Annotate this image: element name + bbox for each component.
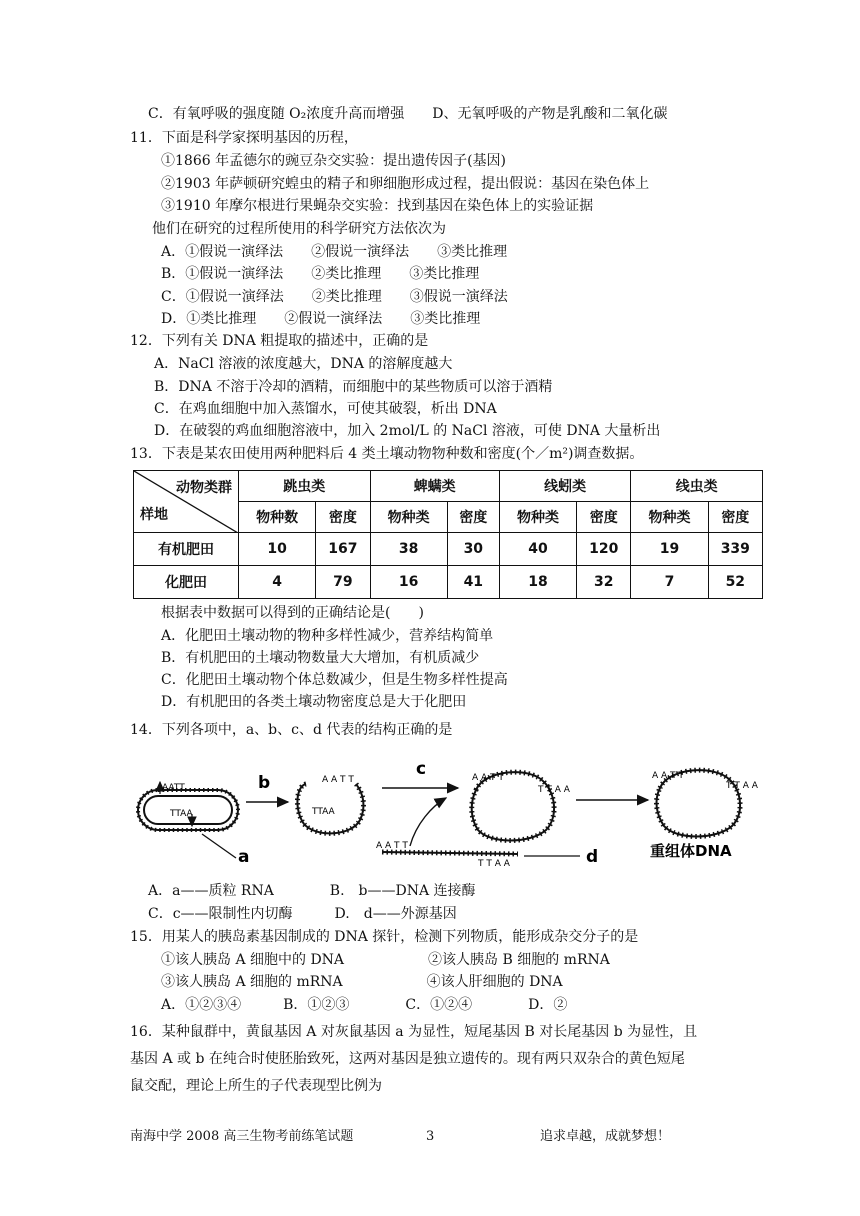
recomb-seq: A A T T [652,771,684,781]
q12-option-a: A．NaCl 溶液的浓度越大，DNA 的溶解度越大 [154,356,453,372]
table-cell: 41 [447,566,499,599]
q12-option-d: D．在破裂的鸡血细胞溶液中，加入 2mol/L 的 NaCl 溶液，可使 DNA 大量析出 [154,423,661,439]
sub-header: 密度 [447,502,499,533]
table-cell: 10 [239,533,316,566]
table-cell: 16 [370,566,447,599]
sub-header: 物种数 [239,502,316,533]
table-cell: 4 [239,566,316,599]
table-cell: 18 [499,566,576,599]
table-cell: 79 [316,566,370,599]
sub-header: 物种类 [499,502,576,533]
table-cell: 7 [631,566,708,599]
table-cell: 52 [708,566,762,599]
label-c: c [416,759,427,779]
recombinant-dna-diagram [120,752,780,870]
footer-motto: 追求卓越，成就梦想！ [540,1129,671,1144]
recomb-seq-right: T T A A [726,781,758,791]
group-header: 线虫类 [631,471,763,502]
q12-option-b: B．DNA 不溶于冷却的酒精，而细胞中的某些物质可以溶于酒精 [154,379,553,395]
sub-header: 物种类 [370,502,447,533]
question-15-stem: 15．用某人的胰岛素基因制成的 DNA 探针，检测下列物质，能形成杂交分子的是 [130,929,639,945]
table-cell: 339 [708,533,762,566]
q14-options-cd: C．c——限制性内切酶 D. d——外源基因 [148,906,457,922]
sub-header: 密度 [577,502,631,533]
sub-header: 物种类 [631,502,708,533]
table-cell: 32 [577,566,631,599]
sub-header: 密度 [708,502,762,533]
plasmid-seq-bottom: TTAA [170,809,193,819]
q11-prompt: 他们在研究的过程所使用的科学研究方法依次为 [152,221,446,237]
q11-item-3: ③1910 年摩尔根进行果蝇杂交实验：找到基因在染色体上的实验证据 [161,198,594,214]
table-cell: 167 [316,533,370,566]
q13-option-a: A．化肥田土壤动物的物种多样性减少，营养结构简单 [161,628,494,644]
table-cell: 19 [631,533,708,566]
row-label: 化肥田 [134,566,239,599]
table-cell: 40 [499,533,576,566]
question-14-stem: 14．下列各项中，a、b、c、d 代表的结构正确的是 [130,722,453,738]
q11-option-c: C．①假说一演绎法 ②类比推理 ③假说一演绎法 [161,289,508,305]
row-label: 有机肥田 [134,533,239,566]
cut-seq-bottom: TTAA [312,807,335,817]
corner-bottom-label: 样地 [140,507,168,523]
footer-school: 南海中学 2008 高三生物考前练笔试题 [130,1129,354,1144]
joined-seq: A A T T [472,773,504,783]
footer-page-number: 3 [426,1129,435,1144]
table-row [134,566,763,599]
group-header: 跳虫类 [239,471,371,502]
q12-option-c: C．在鸡血细胞中加入蒸馏水，可使其破裂，析出 DNA [154,401,497,417]
question-16-stem-3: 鼠交配，理论上所生的子代表现型比例为 [130,1078,382,1094]
group-header: 线蚓类 [499,471,631,502]
label-b: b [258,773,271,793]
question-11-stem: 11．下面是科学家探明基因的历程， [130,130,358,146]
cut-seq: A A T T [322,775,354,785]
q11-item-2: ②1903 年萨顿研究蝗虫的精子和卵细胞形成过程，提出假说：基因在染色体上 [161,176,650,192]
recombinant-dna-caption: 重组体DNA [650,842,732,860]
sub-header: 密度 [316,502,370,533]
soil-animal-table [133,470,763,599]
question-16-stem-1: 16．某种鼠群中，黄鼠基因 A 对灰鼠基因 a 为显性，短尾基因 B 对长尾基因 b 为显性，且 [130,1024,698,1040]
corner-top-label: 动物类群 [176,480,232,496]
label-a: a [238,847,250,867]
q11-item-1: ①1866 年孟德尔的豌豆杂交实验：提出遗传因子(基因) [161,153,507,169]
q13-option-d: D．有机肥田的各类土壤动物密度总是大于化肥田 [161,694,467,710]
group-header: 蜱螨类 [370,471,499,502]
q11-option-a: A．①假说一演绎法 ②假说一演绎法 ③类比推理 [161,244,508,260]
recombinant-dna-figure [120,752,780,870]
q11-option-b: B．①假说一演绎法 ②类比推理 ③类比推理 [161,266,480,282]
q13-prompt: 根据表中数据可以得到的正确结论是( ) [161,605,424,621]
q15-items-1-2: ①该人胰岛 A 细胞中的 DNA ②该人胰岛 B 细胞的 mRNA [161,952,610,968]
q13-option-b: B．有机肥田的土壤动物数量大大增加，有机质减少 [161,650,480,666]
label-d: d [586,847,599,867]
table-cell: 38 [370,533,447,566]
table-row [134,533,763,566]
q14-options-ab: A．a——质粒 RNA B. b——DNA 连接酶 [148,883,476,899]
table-corner-cell [134,471,239,533]
q15-items-3-4: ③该人胰岛 A 细胞的 mRNA ④该人肝细胞的 DNA [161,974,563,990]
question-13-stem: 13．下表是某农田使用两种肥料后 4 类土壤动物物种数和密度(个／m²)调查数据。 [130,446,644,462]
q13-option-c: C．化肥田土壤动物个体总数减少，但是生物多样性提高 [161,672,508,688]
question-16-stem-2: 基因 A 或 b 在纯合时使胚胎致死，这两对基因是独立遗传的。现有两只双杂合的黄色短尾 [130,1051,685,1067]
gene-seq-right: T T A A [478,859,510,869]
table-cell: 30 [447,533,499,566]
joined-seq-right: T T A A [538,785,570,795]
q11-option-d: D．①类比推理 ②假说一演绎法 ③类比推理 [161,311,481,327]
table-cell: 120 [577,533,631,566]
q15-options: A．①②③④ B．①②③ C．①②④ D．② [161,997,568,1013]
option-c-respiration: C．有氧呼吸的强度随 O₂浓度升高而增强 D、无氧呼吸的产物是乳酸和二氧化碳 [148,106,668,122]
gene-seq-left: A A T T [376,841,408,851]
plasmid-seq-top: AATT [162,783,185,793]
question-12-stem: 12．下列有关 DNA 粗提取的描述中，正确的是 [130,333,429,349]
